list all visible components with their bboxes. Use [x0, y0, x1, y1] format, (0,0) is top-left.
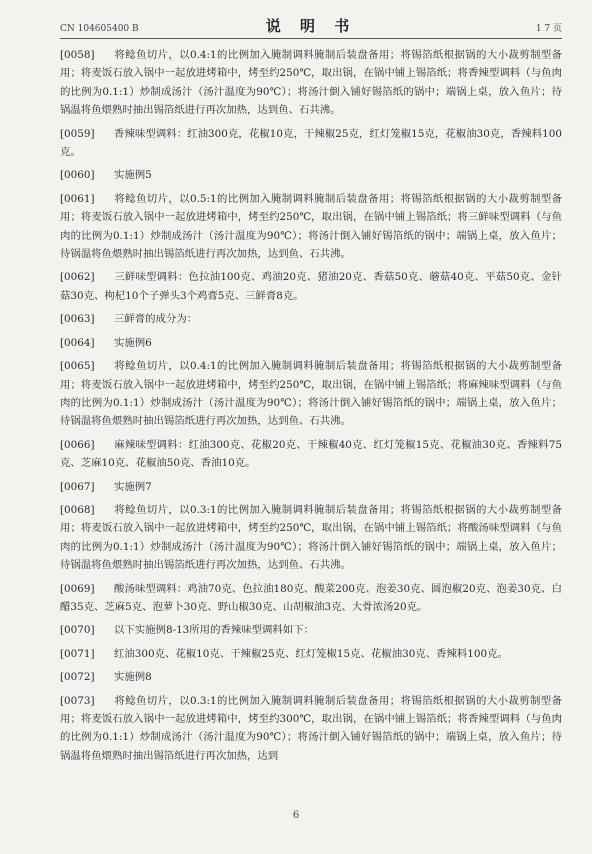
paragraph-number: [0065]	[60, 360, 95, 373]
paragraph	[60, 501, 562, 575]
paragraph-text: 麻辣味型调料：红油300克、花椒20克、干辣椒40克、红灯笼椒15克、花椒油30克、香辣料75克、芝麻10克、花椒油50克、香油10克。	[60, 438, 562, 470]
paragraph	[60, 310, 562, 328]
patent-number: CN 104605400 B	[60, 24, 139, 34]
paragraph-text: 将鲶鱼切片，以0.5:1的比例加入腌制调料腌制后装盘备用；将锡箔纸根据锅的大小裁剪制型备用；将麦饭石放入锅中一起放进烤箱中，烤至约250℃，取出锅，在锅中铺上锡箔纸；将三鲜味型调料（与鱼肉的比例为0.1:1）炒制成汤汁（汤汁温度为90℃）；将汤汁倒入铺好锡箔纸的锅中；端锅上桌，放入鱼片；待锅温将鱼煨熟时抽出锡箔纸进行再次加热，达到鱼、石共沸。	[60, 192, 562, 261]
paragraph-text: 香辣味型调料：红油300克，花椒10克，干辣椒25克，红灯笼椒15克，花椒油30克，香辣料100克。	[60, 127, 562, 159]
paragraph-number: [0066]	[60, 438, 95, 451]
paragraph	[60, 692, 562, 766]
paragraph-number: [0073]	[60, 694, 95, 707]
paragraph-text: 将鲶鱼切片，以0.3:1的比例加入腌制调料腌制后装盘备用；将锡箔纸根据锅的大小裁剪制型备用；将麦饭石放入锅中一起放进烤箱中，烤至约250℃，取出锅，在锅中铺上锡箔纸；将酸汤味型调料（与鱼肉的比例为0.1:1）炒制成汤汁（汤汁温度为90℃）；将汤汁倒入铺好锡箔纸的锅中；端锅上桌，放入鱼片；待锅温将鱼煨熟时抽出锡箔纸进行再次加热，达到鱼、石共沸。	[60, 503, 562, 572]
paragraph-number: [0069]	[60, 582, 95, 595]
paragraph-text: 将鲶鱼切片，以0.4:1的比例加入腌制调料腌制后装盘备用；将锡箔纸根据锅的大小裁剪制型备用；将麦饭石放入锅中一起放进烤箱中，烤至约250℃，取出锅，在锅中铺上锡箔纸；将麻辣味型调料（与鱼肉的比例为0.1:1）炒制成汤汁（汤汁温度为90℃）；将汤汁倒入铺好锡箔纸的锅中；端锅上桌，放入鱼片；待锅温将鱼煨熟时抽出锡箔纸进行再次加热，达到鱼、石共沸。	[60, 360, 562, 428]
page-number: 6	[292, 810, 300, 821]
paragraph-text: 将鲶鱼切片，以0.4:1的比例加入腌制调料腌制后装盘备用；将锡箔纸根据锅的大小裁剪制型备用；将麦饭石放入锅中一起放进烤箱中，烤至约250℃，取出锅，在锅中铺上锡箔纸；将香辣型调料（与鱼肉的比例为0.1:1）炒制成汤汁（汤汁温度为90℃）；将汤汁倒入铺好锡箔纸的锅中；端锅上桌，放入鱼片；待锅温将鱼煨熟时抽出锡箔纸进行再次加热，达到鱼、石共沸。	[60, 49, 562, 117]
paragraph-number: [0063]	[60, 313, 95, 326]
paragraph-number: [0058]	[60, 49, 95, 61]
paragraph-text: 实施例8	[114, 671, 152, 684]
paragraph-text: 实施例6	[114, 336, 152, 349]
paragraph-number: [0067]	[60, 480, 95, 493]
paragraph	[60, 580, 562, 617]
paragraph-text: 以下实施例8-13所用的香辣味型调料如下：	[114, 624, 314, 637]
paragraph	[60, 357, 562, 431]
page-header	[60, 16, 562, 39]
paragraph-text: 酸汤味型调料：鸡油70克、色拉油180克、酸菜200克、泡姜30克、圆泡椒20克、泡姜30克、白醋35克、芝麻5克、泡萝卜30克、野山椒30克、山胡椒油3克、大骨浓汤20克。	[60, 582, 562, 613]
paragraph-number: [0070]	[60, 624, 95, 637]
page-title: 说 明 书	[265, 17, 357, 35]
paragraph-text: 红油300克、花椒10克、干辣椒25克、红灯笼椒15克、花椒油30克、香辣料100克。	[114, 647, 508, 660]
paragraph	[60, 166, 562, 184]
paragraph-number: [0061]	[60, 192, 95, 205]
document-body	[60, 46, 562, 770]
paragraph-number: [0064]	[60, 336, 95, 349]
paragraph	[60, 645, 562, 663]
paragraph-number: [0071]	[60, 647, 95, 660]
paragraph-number: [0068]	[60, 503, 95, 516]
paragraph	[60, 46, 562, 120]
paragraph-text: 将鲶鱼切片，以0.3:1的比例加入腌制调料腌制后装盘备用；将锡箔纸根据锅的大小裁剪制型备用；将麦饭石放入锅中一起放进烤箱中，烤至约300℃，取出锅，在锅中铺上锡箔纸；将香辣型调料（与鱼肉的比例为0.1:1）炒制成汤汁（汤汁温度为90℃）；将汤汁倒入铺好锡箔纸的锅中；端锅上桌，放入鱼片；待锅温将鱼煨熟时抽出锡箔纸进行再次加热，达到	[60, 694, 562, 762]
paragraph	[60, 478, 562, 496]
paragraph-text: 实施例7	[114, 480, 152, 493]
paragraph-text: 实施例5	[114, 169, 152, 182]
paragraph	[60, 334, 562, 352]
paragraph-number: [0060]	[60, 169, 95, 182]
paragraph	[60, 125, 562, 162]
page-count: 1 7 页	[535, 24, 562, 34]
paragraph-text: 三鲜味型调料：色拉油100克、鸡油20克、猪油20克、香菇50克、蘑菇40克、平菇50克、金针菇30克、枸杞10个子弹头3个鸡膏5克、三鲜膏8克。	[60, 271, 562, 302]
paragraph	[60, 668, 562, 686]
paragraph-number: [0072]	[60, 671, 95, 684]
paragraph-number: [0059]	[60, 127, 95, 140]
paragraph-text: 三鲜膏的成分为：	[114, 313, 198, 326]
paragraph	[60, 190, 562, 264]
paragraph	[60, 436, 562, 473]
paragraph	[60, 268, 562, 305]
paragraph	[60, 621, 562, 639]
paragraph-number: [0062]	[60, 271, 95, 284]
